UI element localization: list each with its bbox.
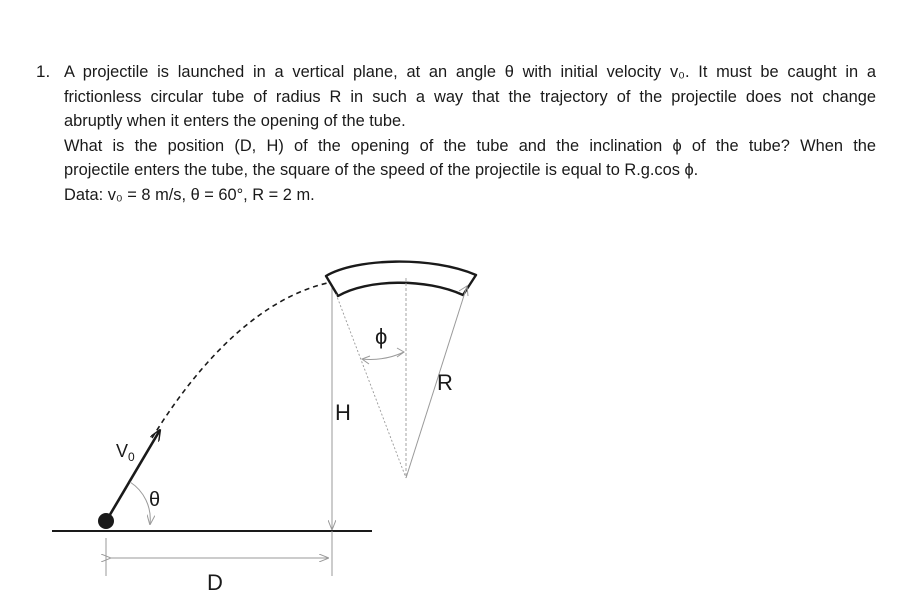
radius-line-left (336, 294, 406, 478)
problem-line-3: abruptly when it enters the opening of the tube. (64, 112, 406, 130)
height-label: H (335, 400, 351, 425)
phi-arc (362, 352, 404, 359)
problem-line-1: A projectile is launched in a vertical plane, at an angle θ with initial velocity v₀. It must be caught in a (64, 63, 876, 81)
problem-line-2: frictionless circular tube of radius R in such a way that the trajectory of the projectile does not change (64, 87, 876, 106)
theta-label: θ (149, 489, 161, 511)
problem-line-5: projectile enters the tube, the square of the speed of the projectile is equal to R.g.cos ϕ. (64, 161, 699, 179)
phi-arrow-left (362, 356, 370, 364)
phi-label: ϕ (375, 324, 388, 349)
theta-arc (130, 482, 150, 524)
trajectory-path (152, 282, 332, 438)
problem-line-6: Data: v₀ = 8 m/s, θ = 60°, R = 2 m. (64, 185, 315, 204)
distance-label: D (207, 570, 223, 595)
v0-label: $V_0$ (116, 441, 135, 464)
projectile-ball (98, 513, 114, 529)
problem-line-4: What is the position (D, H) of the opening of the tube and the inclination ϕ of the tube? When the (64, 136, 876, 155)
phi-arrow-right (397, 348, 404, 357)
circular-tube (326, 262, 476, 296)
radius-label: R (437, 370, 453, 395)
problem-number: 1. (36, 62, 51, 81)
